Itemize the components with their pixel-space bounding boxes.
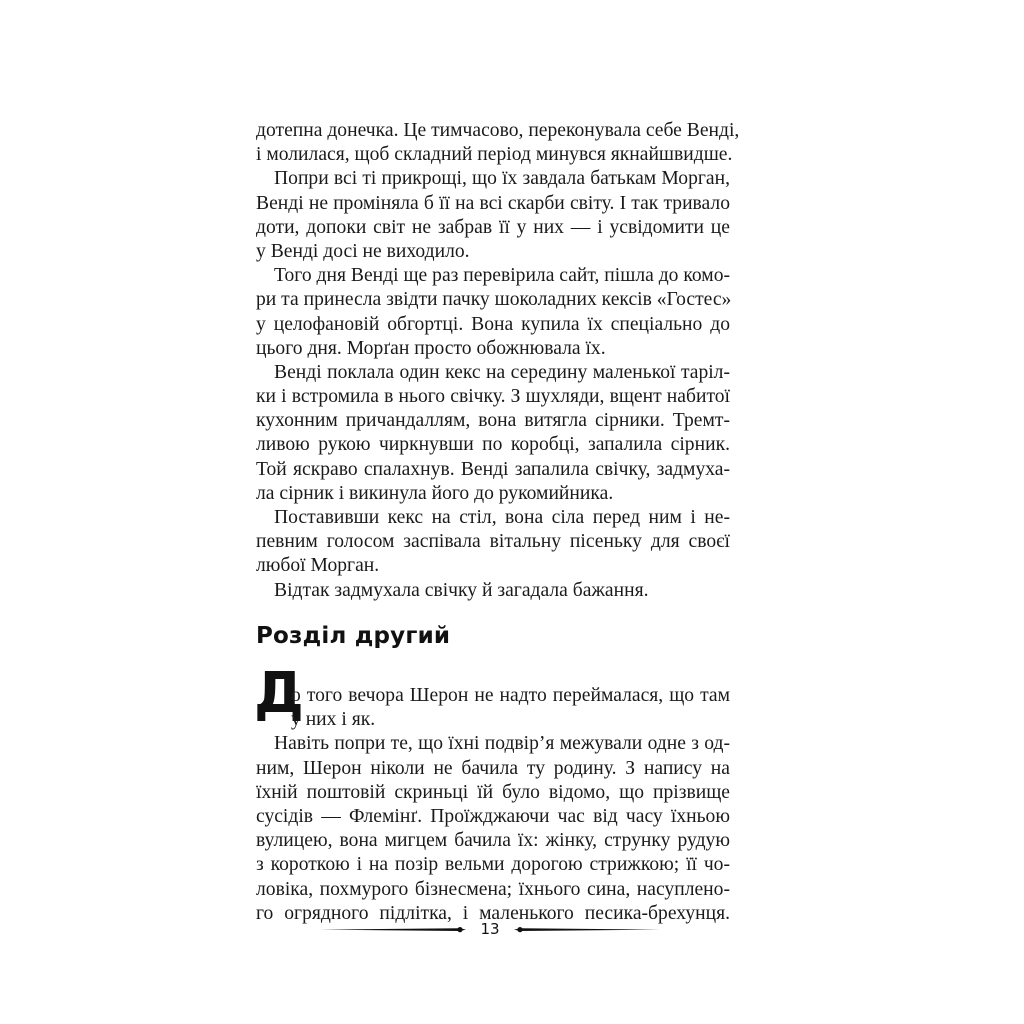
text-line: Венді не проміняла б її на всі скарби світу. І так тривало: [256, 192, 730, 214]
text-line: певним голосом заспівала вітальну пісеньку для своєї: [256, 531, 730, 553]
text-line: їхній поштовій скриньці їй було відомо, що прізвище: [256, 781, 730, 803]
right-rule: [514, 928, 660, 931]
body-text-top: [256, 119, 740, 603]
text-line: сусідів — Флемінґ. Проїжджаючи час від часу їхньою: [256, 805, 730, 827]
text-line: і молилася, щоб складний період минувся якнайшвидше.: [256, 144, 733, 166]
text-line: ливою рукою чиркнувши по коробці, запалила сірник.: [256, 434, 730, 456]
page-number: 13: [480, 920, 500, 938]
text-line: Навіть попри те, що їхні подвір’я межували одне з од-: [274, 733, 730, 755]
text-line: у них і як.: [291, 709, 376, 731]
text-line: Відтак задмухала свічку й загадала бажання.: [274, 579, 649, 601]
chapter-title: Розділ другий: [256, 623, 451, 649]
text-line: Поставивши кекс на стіл, вона сіла перед ним і не-: [274, 507, 730, 528]
text-line: у Венді досі не виходило.: [256, 240, 470, 262]
text-line: дотепна донечка. Це тимчасово, переконувала себе Венді,: [256, 120, 740, 141]
text-line: ла сірник і викинула його до рукомийника.: [256, 482, 614, 504]
text-line: любої Морган.: [256, 555, 380, 577]
text-line: вулицею, вона мигцем бачила їх: жінку, струнку рудую: [256, 830, 730, 852]
text-line: Той яскраво спалахнув. Венді запалила свічку, задмуха-: [256, 458, 730, 480]
text-line: доти, допоки світ не забрав її у них — і усвідомити це: [256, 216, 730, 238]
text-line: кухонним причандаллям, вона витягла сірники. Тремт-: [256, 410, 730, 432]
right-dot: [517, 927, 522, 932]
drop-cap: Д: [254, 661, 304, 726]
body-text-chapter: [256, 684, 730, 926]
text-line: Венді поклала один кекс на середину маленької таріл-: [274, 361, 730, 383]
text-line: ловіка, похмурого бізнесмена; їхнього сина, насуплено-: [256, 878, 730, 900]
text-line: цього дня. Морґан просто обожнювала їх.: [256, 337, 606, 359]
left-dot: [457, 927, 462, 932]
text-line: Попри всі ті прикрощі, що їх завдала батькам Морган,: [274, 168, 730, 190]
page-footer: [320, 918, 660, 942]
left-rule: [320, 928, 466, 931]
text-line: ки і встромила в нього свічку. З шухляди, вщент набитої: [256, 386, 730, 408]
text-line: ри та принесла звідти пачку шоколадних кексів «Гостес»: [256, 289, 732, 311]
text-line: ним, Шерон ніколи не бачила ту родину. З напису на: [256, 757, 730, 779]
text-line: го огрядного підлітка, і маленького песика-брехунця.: [256, 902, 730, 924]
text-line: о того вечора Шерон не надто переймалася, що там: [291, 685, 730, 706]
text-line: Того дня Венді ще раз перевірила сайт, пішла до комо-: [274, 265, 731, 287]
text-line: з короткою і на позір вельми дорогою стрижкою; її чо-: [256, 854, 730, 876]
text-line: у целофановій обгортці. Вона купила їх спеціально до: [256, 313, 730, 335]
